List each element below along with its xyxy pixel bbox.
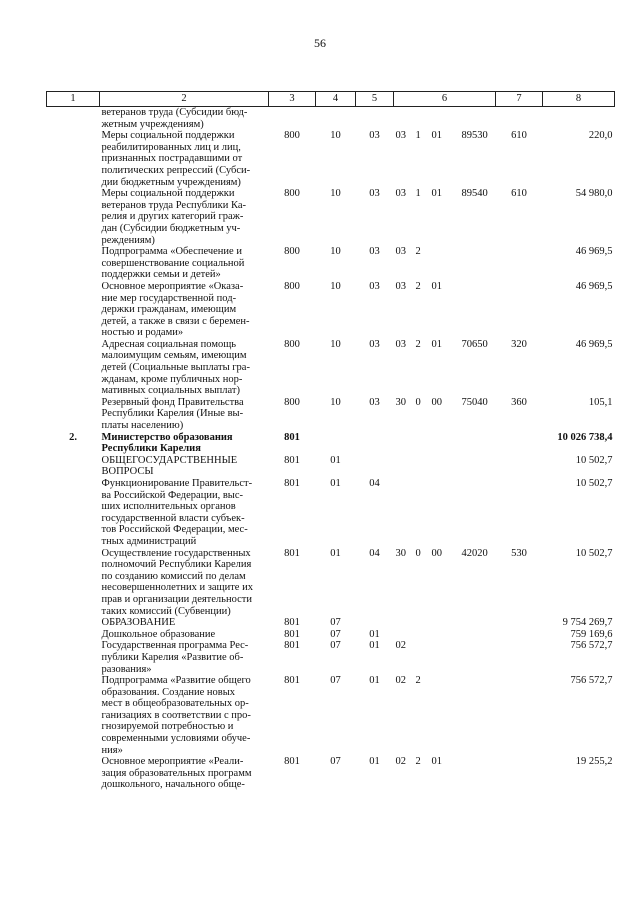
row-code-subsection — [356, 432, 394, 455]
row-code-section — [316, 432, 356, 455]
header-col-7: 7 — [496, 92, 543, 107]
header-col-6: 6 — [394, 92, 496, 107]
header-col-8: 8 — [543, 92, 615, 107]
row-code-admin: 800 — [284, 188, 300, 200]
row-number — [47, 629, 100, 641]
table-row — [47, 107, 615, 131]
row-code-subsection — [356, 617, 394, 629]
row-code-admin: 800 — [284, 246, 300, 258]
row-code-target-direction: 89540 — [461, 188, 488, 200]
row-amount: 10 026 738,4 — [557, 431, 613, 443]
row-amount: 54 980,0 — [575, 188, 613, 200]
row-name: Подпрограмма «Развитие общего образования. Создание новых мест в общеобразовательных ор- ганизациях в соответствии с про- гнозируемой потребностью и современными условиями обуче- ния» — [101, 675, 251, 756]
row-name: Меры социальной поддержки реабилитированных лиц и лиц, признанных пострадавшими от политических репрессий (Субси- дии бюджетным учреждениям) — [101, 130, 251, 188]
row-code-target-activity: 01 — [431, 338, 442, 350]
row-number — [47, 675, 100, 756]
row-code-target-direction: 42020 — [461, 547, 488, 559]
row-number — [47, 455, 100, 478]
row-code-expense-type — [496, 675, 543, 756]
row-code-expense-type — [496, 246, 543, 281]
row-code-admin: 801 — [284, 431, 300, 443]
row-code-target-activity — [430, 107, 460, 131]
row-code-subsection — [356, 107, 394, 131]
budget-table — [46, 91, 615, 791]
row-code-target-subprogram — [414, 455, 430, 478]
row-code-section: 10 — [330, 130, 341, 142]
row-name: Государственная программа Рес- публики Карелия «Развитие об- разования» — [101, 640, 249, 675]
row-name: Основное мероприятие «Оказа- ние мер государственной под- держки гражданам, имеющим детей, а также в связи с беремен- ностью и родами» — [101, 280, 250, 339]
row-code-admin: 801 — [284, 478, 300, 489]
row-code-subsection — [356, 455, 394, 478]
row-name: Подпрограмма «Обеспечение и совершенствование социальной поддержки семьи и детей» — [101, 246, 245, 281]
row-code-target-program: 03 — [395, 280, 406, 292]
row-code-subsection: 01 — [369, 640, 380, 652]
row-code-target-direction — [460, 107, 496, 131]
row-code-target-subprogram: 1 — [415, 188, 421, 200]
row-code-target-subprogram: 2 — [415, 756, 421, 768]
table-row — [47, 455, 615, 478]
row-code-target-program: 02 — [395, 675, 406, 687]
header-col-1: 1 — [47, 92, 100, 107]
row-name: Меры социальной поддержки ветеранов труда Республики Ка- релия и других категорий граж- дан (Субсидии бюджетным уч- реждениям) — [101, 188, 247, 246]
row-code-target-subprogram — [414, 432, 430, 455]
row-code-target-direction — [460, 640, 496, 675]
row-code-target-subprogram: 0 — [415, 547, 421, 559]
row-code-expense-type — [496, 455, 543, 478]
row-amount: 46 969,5 — [575, 338, 613, 350]
table-row — [47, 281, 615, 339]
row-code-admin: 801 — [284, 547, 300, 559]
row-code-target-program: 30 — [395, 547, 406, 559]
row-code-target-program: 03 — [395, 188, 406, 200]
row-amount: 105,1 — [588, 396, 613, 408]
row-code-target-activity: 01 — [431, 188, 442, 200]
row-code-target-program — [394, 629, 414, 641]
row-code-admin: 801 — [284, 756, 300, 768]
row-code-expense-type — [496, 640, 543, 675]
row-code-section: 07 — [330, 628, 341, 640]
row-code-target-direction — [460, 455, 496, 478]
row-code-subsection: 03 — [369, 280, 380, 292]
row-code-target-program — [394, 107, 414, 131]
row-code-admin: 801 — [284, 628, 300, 640]
row-code-target-subprogram — [414, 478, 430, 548]
table-row — [47, 339, 615, 397]
row-code-admin: 801 — [284, 640, 300, 652]
row-amount: 46 969,5 — [575, 246, 613, 258]
page-number: 56 — [314, 36, 326, 50]
row-code-target-activity: 01 — [431, 756, 442, 768]
row-code-target-activity — [430, 640, 460, 675]
row-code-target-direction — [460, 756, 496, 791]
row-code-target-activity: 00 — [431, 547, 442, 559]
row-amount: 10 502,7 — [575, 547, 613, 559]
row-code-target-program: 03 — [395, 246, 406, 258]
row-code-target-activity — [430, 455, 460, 478]
row-code-target-program — [394, 455, 414, 478]
header-col-2: 2 — [100, 92, 269, 107]
table-row — [47, 246, 615, 281]
table-row — [47, 432, 615, 455]
row-number: 2. — [69, 431, 77, 443]
row-number — [47, 130, 100, 188]
row-code-expense-type: 530 — [511, 547, 527, 559]
row-code-target-subprogram: 2 — [415, 246, 421, 258]
row-code-target-direction — [460, 629, 496, 641]
row-code-target-subprogram: 2 — [415, 338, 421, 350]
row-code-admin: 801 — [284, 617, 300, 629]
row-amount: 10 502,7 — [575, 454, 613, 466]
header-col-4: 4 — [316, 92, 356, 107]
row-code-section: 10 — [330, 338, 341, 350]
row-name: Резервный фонд Правительства Республики Карелия (Иные вы- платы населению) — [101, 396, 244, 432]
table-row — [47, 756, 615, 791]
row-number — [47, 188, 100, 246]
row-name: Дошкольное образование — [101, 628, 216, 640]
row-code-admin: 800 — [284, 130, 300, 142]
row-code-target-activity — [430, 629, 460, 641]
row-number — [47, 617, 100, 629]
row-code-subsection: 01 — [369, 628, 380, 640]
row-code-target-direction: 70650 — [461, 338, 488, 350]
row-code-target-subprogram — [414, 617, 430, 629]
row-code-target-program — [394, 478, 414, 548]
row-code-subsection: 03 — [369, 396, 380, 408]
row-amount: 9 754 269,7 — [562, 617, 613, 629]
row-code-expense-type: 610 — [511, 130, 527, 142]
row-number — [47, 246, 100, 281]
row-code-section: 01 — [330, 454, 341, 466]
row-code-target-program — [394, 432, 414, 455]
row-code-subsection: 03 — [369, 246, 380, 258]
row-code-target-direction — [460, 617, 496, 629]
row-amount: 220,0 — [588, 130, 613, 142]
row-code-expense-type: 360 — [511, 396, 527, 408]
row-code-target-activity — [430, 617, 460, 629]
header-col-3: 3 — [269, 92, 316, 107]
row-code-expense-type — [496, 432, 543, 455]
row-number — [47, 339, 100, 397]
row-code-target-direction — [460, 478, 496, 548]
row-code-subsection: 03 — [369, 130, 380, 142]
row-code-target-program: 03 — [395, 338, 406, 350]
table-row — [47, 478, 615, 548]
row-code-section: 10 — [330, 188, 341, 200]
row-code-expense-type — [496, 107, 543, 131]
row-code-section: 10 — [330, 396, 341, 408]
row-name: ОБЩЕГОСУДАРСТВЕННЫЕ ВОПРОСЫ — [101, 454, 238, 478]
row-code-expense-type — [496, 629, 543, 641]
row-code-expense-type — [496, 478, 543, 548]
row-number — [47, 640, 100, 675]
row-code-target-direction: 89530 — [461, 130, 488, 142]
row-code-target-subprogram: 2 — [415, 675, 421, 687]
row-code-target-activity — [430, 246, 460, 281]
row-code-target-program: 30 — [395, 396, 406, 408]
row-code-section: 07 — [330, 675, 341, 687]
row-code-admin: 800 — [284, 338, 300, 350]
row-code-section: 01 — [330, 547, 341, 559]
row-name: Министерство образования Республики Карелия — [101, 431, 233, 455]
row-code-target-direction — [460, 432, 496, 455]
row-code-target-subprogram: 1 — [415, 130, 421, 142]
row-number — [47, 548, 100, 618]
row-name: ОБРАЗОВАНИЕ — [101, 617, 176, 629]
table-body — [47, 107, 615, 792]
row-code-expense-type — [496, 756, 543, 791]
row-code-section: 07 — [330, 756, 341, 768]
row-code-subsection: 03 — [369, 338, 380, 350]
row-code-subsection: 01 — [369, 756, 380, 768]
row-amount: 756 572,7 — [570, 675, 613, 687]
row-code-expense-type: 610 — [511, 188, 527, 200]
row-code-target-direction: 75040 — [461, 396, 488, 408]
row-code-target-direction — [460, 246, 496, 281]
row-code-subsection: 03 — [369, 188, 380, 200]
row-number — [47, 478, 100, 548]
table-header-row — [47, 92, 615, 107]
row-code-section — [316, 107, 356, 131]
row-code-target-subprogram: 0 — [415, 396, 421, 408]
row-number — [47, 756, 100, 791]
row-code-target-subprogram: 2 — [415, 280, 421, 292]
table-row — [47, 188, 615, 246]
row-code-section: 10 — [330, 280, 341, 292]
row-code-expense-type: 320 — [511, 338, 527, 350]
row-amount: 19 255,2 — [575, 756, 613, 768]
row-code-admin: 800 — [284, 280, 300, 292]
row-code-target-direction — [460, 281, 496, 339]
table-row — [47, 629, 615, 641]
row-code-target-program: 02 — [395, 756, 406, 768]
row-code-subsection: 04 — [369, 547, 380, 559]
row-code-target-subprogram — [414, 107, 430, 131]
row-code-admin: 801 — [284, 675, 300, 687]
row-code-subsection: 01 — [369, 675, 380, 687]
row-code-target-program — [394, 617, 414, 629]
table-row — [47, 617, 615, 629]
row-code-target-program: 02 — [395, 640, 406, 652]
row-code-target-activity — [430, 432, 460, 455]
row-code-target-subprogram — [414, 640, 430, 675]
row-code-section: 07 — [330, 640, 341, 652]
row-code-target-activity: 01 — [431, 280, 442, 292]
row-code-target-activity — [430, 675, 460, 756]
row-amount: 756 572,7 — [570, 640, 613, 652]
row-code-section: 10 — [330, 246, 341, 258]
table-row — [47, 397, 615, 432]
row-code-admin: 801 — [284, 454, 300, 466]
row-code-target-activity — [430, 478, 460, 548]
row-number — [47, 281, 100, 339]
row-code-admin: 800 — [284, 396, 300, 408]
row-name: Адресная социальная помощь малоимущим семьям, имеющим детей (Социальные выплаты гра- жданам, кроме публичных нор- мативных социальных выплат) — [101, 338, 250, 397]
row-code-section: 07 — [330, 617, 341, 629]
row-name: Осуществление государственных полномочий Республики Карелия по созданию комиссий по делам несовершеннолетних и защите их прав и организации деятельности таких комиссий (Субвенции) — [101, 547, 253, 617]
row-code-target-activity: 01 — [431, 130, 442, 142]
row-code-target-subprogram — [414, 629, 430, 641]
table-row — [47, 675, 615, 756]
row-amount — [543, 107, 615, 131]
row-name: Основное мероприятие «Реали- зация образовательных программ дошкольного, начального обще- — [101, 756, 252, 791]
row-code-target-direction — [460, 675, 496, 756]
row-number — [47, 397, 100, 432]
header-col-5: 5 — [356, 92, 394, 107]
row-code-expense-type — [496, 281, 543, 339]
row-code-target-program: 03 — [395, 130, 406, 142]
row-amount: 46 969,5 — [575, 280, 613, 292]
table-row — [47, 640, 615, 675]
table-row — [47, 548, 615, 618]
row-name: ветеранов труда (Субсидии бюд- жетным учреждениям) — [101, 107, 248, 130]
row-code-admin — [269, 107, 316, 131]
row-name: Функционирование Правительст- ва Российской Федерации, выс- ших исполнительных органов государственной власти субъек- тов Российской Федерации, мес- тных администраций — [101, 478, 253, 547]
row-amount: 10 502,7 — [575, 478, 613, 489]
row-code-section: 01 — [330, 478, 341, 489]
table-row — [47, 130, 615, 188]
row-code-target-activity: 00 — [431, 396, 442, 408]
row-code-subsection: 04 — [369, 478, 380, 489]
row-number — [47, 107, 100, 131]
row-amount: 759 169,6 — [570, 628, 613, 640]
row-code-expense-type — [496, 617, 543, 629]
